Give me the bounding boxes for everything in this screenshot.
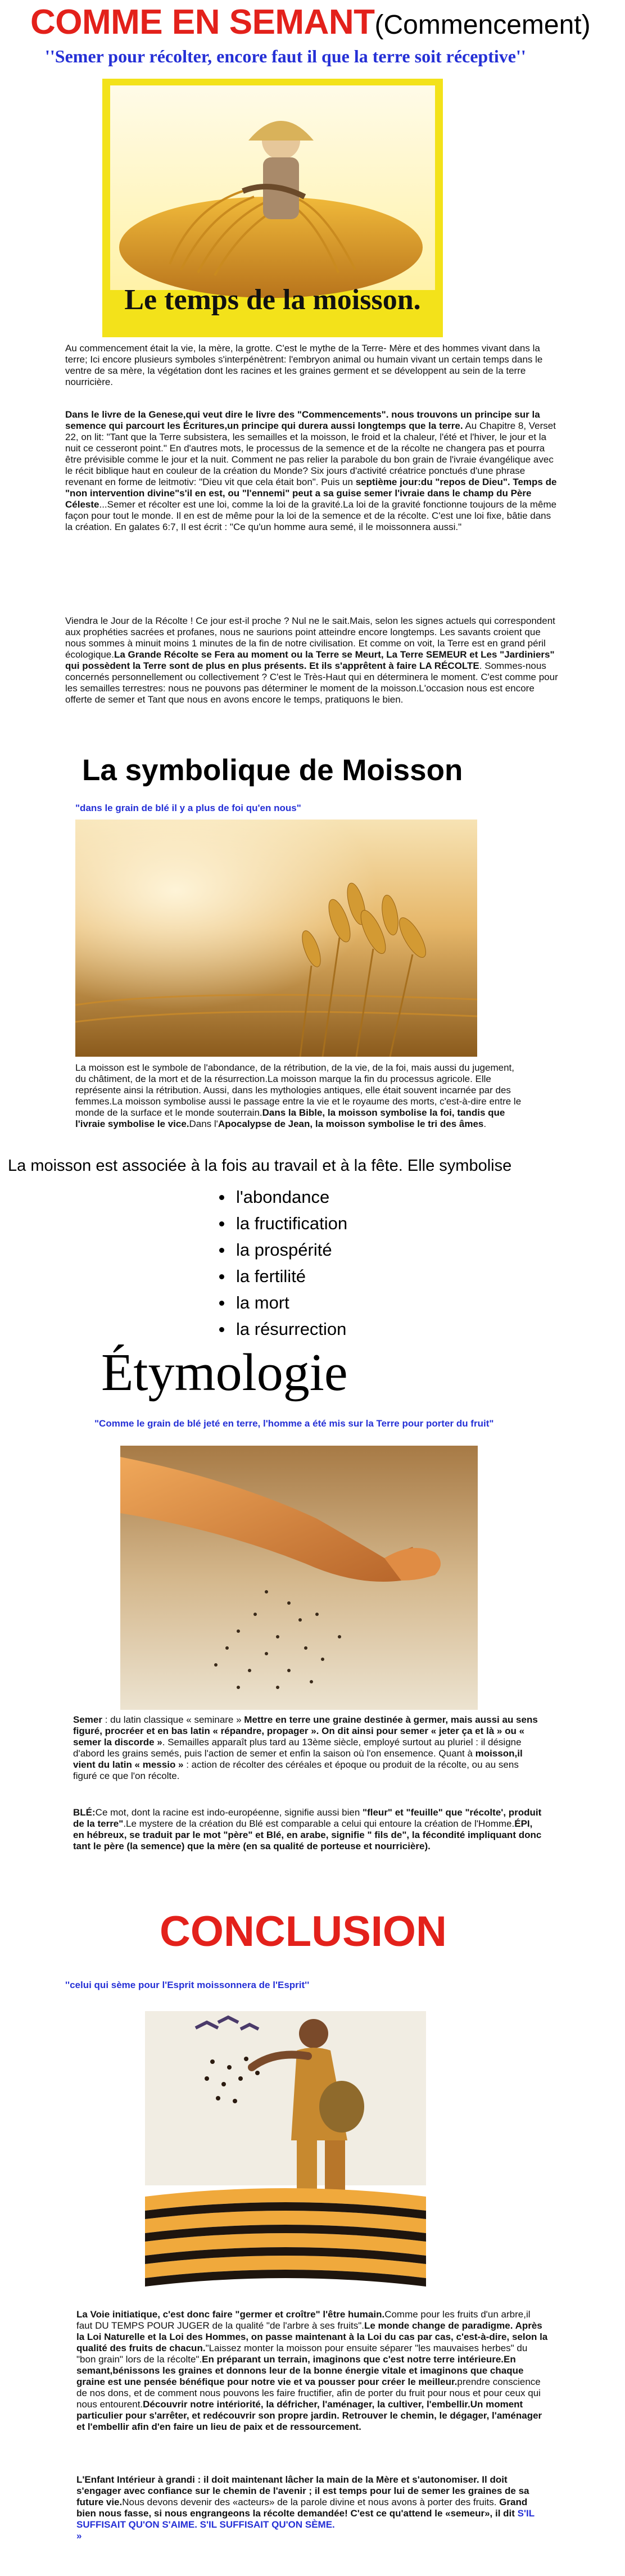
etym-fleur-text: "fleur" et "feuille" que "récolte', produit de la terre" — [73, 1807, 542, 1829]
page-title-sub: (Commencement) — [374, 10, 591, 40]
intro-paragraph-1: Au commencement était la vie, la mère, la grotte. C'est le mythe de la Terre- Mère et des hommes vivant dans la terre; Ici encore plusieurs symboles s'interpénètrent: l'embryon animal ou humain vivant un certain temps dans le ventre de sa mère, la végétation dont les racines et les graines germent et se développent au sein de la terre nourricière. — [65, 343, 543, 387]
etym-latin-text: : du latin classique « seminare » — [102, 1714, 244, 1725]
etymologie-paragraph-1 — [73, 1714, 545, 1782]
wheat-field-image — [75, 820, 477, 1057]
list-item: la prospérité — [219, 1237, 347, 1263]
sower-image — [145, 1994, 426, 2302]
etym-mystere-text: .Le mystere de la création du Blé est comparable a celui qui entoure la création de l'Homme. — [123, 1818, 515, 1829]
association-sentence: La moisson est associée à la fois au travail et à la fête. Elle symbolise — [8, 1157, 512, 1175]
intro-grande-recolte: La Grande Récolte se Fera au moment ou la Terre se Meurt, La Terre SEMEUR et Les "Jardiniers" qui possèdent la Terre sont de plus en plus présents. Et ils s'apprêtent à faire LA RÉCOLTE — [65, 649, 555, 671]
list-item: l'abondance — [219, 1184, 347, 1210]
hero-illustration — [102, 79, 443, 337]
concl-sufficient-text: S'IL SUFFISAIT QU'ON S'AIME. S'IL SUFFISAIT QU'ON SÈME. — [76, 2508, 535, 2530]
page-title-main: COMME EN SEMANT — [30, 3, 375, 42]
hero-harvest-image — [102, 79, 443, 337]
concl-laissez-text: "Laissez monter la moisson pour ensuite séparer "les mauvaises herbes" du "bon grain" lors de la récolte". — [76, 2343, 528, 2365]
symbolique-paragraph — [75, 1062, 525, 1130]
etymologie-heading: Étymologie — [101, 1343, 348, 1402]
intro-paragraph-3 — [65, 615, 560, 705]
concl-decouvrir-text: Découvrir notre intériorité, la défricher, l'aménager, la cultiver, l'embellir.Un moment particulier pour s'arrêter, et redécouvrir son propre jardin. Retrouver le chemin, le dégager, l'aménager et l'embellir afin d'en faire un lieu de paix et de ressourcement. — [76, 2399, 542, 2432]
intro-recolte-text: Viendra le Jour de la Récolte ! Ce jour est-il proche ? Nul ne le sait.Mais, selon les signes actuels qui correspondent aux prophéties sacrées et profanes, nous ne saurions point atteindre encore longtemps. Les savants croient que nous sommes à minuit moins 1 minutes de la fin de notre civilisation. Et comme on voit, la Terre est en grand péril écologique. — [65, 615, 555, 660]
concl-acteurs-text: Nous devons devenir des «acteurs» de la parole divine et nous avons à porter des fruits. — [122, 2497, 500, 2507]
symbolique-text: La moisson est le symbole de l'abondance, de la rétribution, de la vie, de la foi, mais aussi du jugement, du châtiment, de la mort et de la résurrection.La moisson marque la fin du processus agricole. Elle représente ainsi la rétribution. Aussi, dans les mythologies antiques, elle était souvent incarnée par des femmes.La moisson symbolise aussi le passage entre la vie et le royaume des morts, c'est-à-dire entre le monde de la surface et le monde souterrain. — [75, 1062, 522, 1118]
wheat-field-illustration — [75, 820, 477, 1057]
sower-illustration — [145, 1994, 426, 2302]
etym-ble-text: Ce mot, dont la racine est indo-européenne, signifie aussi bien — [95, 1807, 363, 1818]
etymologie-quote: "Comme le grain de blé jeté en terre, l'homme a été mis sur la Terre pour porter du fruit" — [94, 1418, 494, 1429]
etym-moisson-word: moisson,il vient du latin « messio » — [73, 1748, 523, 1770]
concl-grand-bien-text: Grand bien nous fasse, si nous engrangeons la récolte demandée! C'est ce qu'attend le «semeur», il dit — [76, 2497, 528, 2519]
conclusion-paragraph-2 — [76, 2474, 549, 2542]
sowing-hand-illustration — [120, 1446, 478, 1710]
concl-dons-text: prendre conscience de nos dons, et de comment nous pouvons les faire fructifier, afin de porter du fruit pour nous et pour ceux qui nous entourent. — [76, 2376, 541, 2410]
etymologie-paragraph-2 — [73, 1807, 545, 1852]
sowing-hand-image — [120, 1446, 478, 1710]
etym-semailles-text: . Semailles apparaît plus tard au 13ème siècle, employé surtout au pluriel : il désigne d'abord les grains semés, puis l'action de semer et enfin la saison où l'on ensemence. Quant à — [73, 1737, 522, 1759]
concl-voie-text: La Voie initiatique, c'est donc faire "germer et croître" l'être humain. — [76, 2309, 385, 2320]
conclusion-paragraph-1 — [76, 2309, 549, 2433]
conclusion-heading: CONCLUSION — [160, 1908, 447, 1955]
conclusion-quote: ''celui qui sème pour l'Esprit moissonnera de l'Esprit'' — [65, 1980, 310, 1990]
intro-repos-text: septième jour:du "repos de Dieu". Temps de "non intervention divine"s'il en est, ou "l'ennemi" peut a sa guise semer l'ivraie dans le champ du Père Céleste — [65, 477, 557, 510]
concl-end-quote: » — [76, 2530, 82, 2541]
list-item: la résurrection — [219, 1316, 347, 1342]
symbolique-quote: "dans le grain de blé il y a plus de foi qu'en nous" — [75, 803, 301, 813]
etym-semer-word: Semer — [73, 1714, 102, 1725]
hero-caption: Le temps de la moisson. — [124, 284, 421, 316]
symbolique-apocalypse-text: Apocalypse de Jean, la moisson symbolise le tri des âmes — [218, 1119, 484, 1129]
intro-genese-text: Dans le livre de la Genese,qui veut dire le livre des "Commencements". nous trouvons un principe sur la semence qui parcourt les Écritures,un principe qui durera aussi longtemps que la terre. — [65, 409, 540, 431]
etym-moisson-text: : action de récolter des céréales et époque ou produit de la récolte, ou au sens figuré ce que l'on récolte. — [73, 1759, 519, 1781]
concl-enfant-text: L'Enfant Intérieur à grandi : il doit maintenant lâcher la main de la Mère et s'autonomiser. Il doit s'engager avec confiance sur le chemin de l'avenir ; il est temps pour lui de semer les graines de sa future vie. — [76, 2474, 529, 2507]
etym-ble-word: BLÉ: — [73, 1807, 96, 1818]
symbolique-heading: La symbolique de Moisson — [82, 754, 463, 787]
etym-definition: Mettre en terre une graine destinée à germer, mais aussi au sens figuré, procréer et en bas latin « répandre, propager ». On dit ainsi pour semer « jeter ça et là » ou « semer la discorde » — [73, 1714, 538, 1747]
symbolique-bible-text: Dans la Bible, la moisson symbolise la foi, tandis que l'ivraie symbolise le vice. — [75, 1107, 505, 1129]
intro-paragraph-2 — [65, 409, 560, 533]
list-item: la mort — [219, 1289, 347, 1316]
symbol-list — [219, 1184, 347, 1342]
page-title — [30, 2, 591, 42]
list-item: la fertilité — [219, 1263, 347, 1289]
intro-quote: ''Semer pour récolter, encore faut il que la terre soit réceptive'' — [45, 46, 526, 66]
intro-gen-verse: Au Chapitre 8, Verset 22, on lit: "Tant que la Terre subsistera, les semailles et la moisson, le froid et la chaleur, l'été et l'hiver, le jour et la nuit ce cesseront point." En d'autres mots, le processus de la semence et de la récolte ne changera pas et pourra être prévisible comme le jour et la nuit. Comment ne pas relier la parabole du bon grain de l'ivraie évangélique avec le récit biblique haut en couleur de la création du Monde? Six jours d'activité créatrice ponctués d'une phrase revenant en forme de leitmotiv: "Dieu vit que cela était bon". Puis un — [65, 420, 556, 487]
intro-final-text: . Sommes-nous concernés personnellement ou collectivement ? C'est le Très-Haut qui en déterminera le moment. C'est comme pour les semailles terrestres: nous ne pouvons pas déterminer le moment de la moisson.L'occasion nous est encore offerte de semer et Tant que nous en avons encore le temps, pratiquons le bien. — [65, 660, 558, 705]
symbolique-dans-text: Dans l' — [189, 1119, 218, 1129]
concl-arbre-text: Comme pour les fruits d'un arbre,il faut DU TEMPS POUR JUGER de la qualité "de l'arbre à ses fruits". — [76, 2309, 531, 2331]
intro-law-text: ...Semer et récolter est une loi, comme la loi de la gravité.La loi de la gravité fonctionne toujours de la même façon pour tout le monde. Il en est de même pour la loi de la semence et de la récolte. C'est une loi fixe, bâtie dans la création. En galates 6:7, Il est écrit : "Ce qu'un homme aura semé, il le moissonnera aussi." — [65, 499, 557, 532]
concl-paradigme-text: Le monde change de paradigme. Après la Loi Naturelle et la Loi des Hommes, on passe maintenant à la Loi du cas par cas, c'est-à-dire, selon la qualité des fruits de chacun. — [76, 2320, 548, 2353]
symbolique-end-text: . — [483, 1119, 487, 1129]
list-item: la fructification — [219, 1210, 347, 1237]
concl-terrain-text: En préparant un terrain, imaginons que c'est notre terre intérieure.En semant,bénissons les graines et donnons leur de la bonne énergie vitale et imaginons que chaque graine est une pensée bénéfique pour notre vie et va pousser pour créer le meilleur. — [76, 2354, 524, 2387]
etym-epi-text: ÉPI, en hébreux, se traduit par le mot "père" et Blé, en arabe, signifie " fils de", la fécondité impliquant donc tant le père (la semence) que la mère (en sa qualité de porteuse et nourricière). — [73, 1818, 542, 1851]
